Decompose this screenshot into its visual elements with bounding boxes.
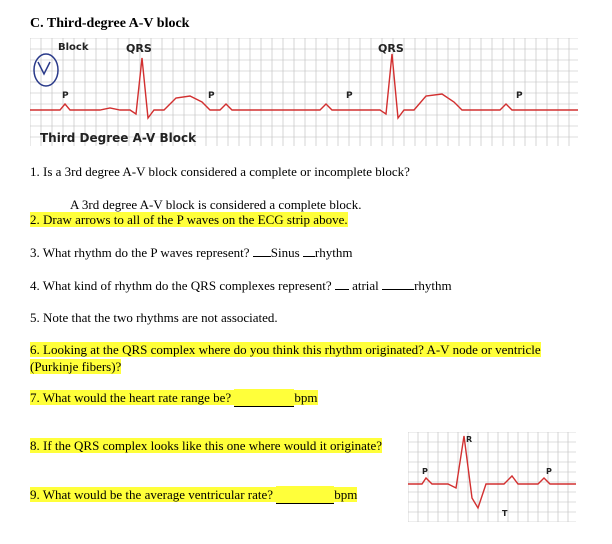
qrs-label: QRS bbox=[126, 42, 152, 55]
question-2: 2. Draw arrows to all of the P waves on the ECG strip above. bbox=[30, 212, 348, 227]
answer-3a: Sinus bbox=[270, 245, 303, 260]
question-4: 4. What kind of rhythm do the QRS complexes represent? atrial rhythm bbox=[30, 278, 452, 293]
p-wave-label: P bbox=[516, 91, 523, 101]
question-3: 3. What rhythm do the P waves represent? Sinus rhythm bbox=[30, 245, 353, 260]
p-wave-label: P bbox=[62, 91, 69, 101]
stethoscope-icon bbox=[34, 54, 58, 86]
ecg-trace bbox=[30, 54, 578, 118]
block-label: Block bbox=[58, 42, 89, 53]
qrs-label: QRS bbox=[378, 42, 404, 55]
strip-caption: Third Degree A-V Block bbox=[40, 131, 197, 145]
question-6: 6. Looking at the QRS complex where do you think this rhythm originated? A-V node or ventricle (Purkinje fibers)? bbox=[30, 342, 541, 374]
ecg-grid bbox=[30, 38, 578, 146]
answer-1: A 3rd degree A-V block is considered a complete block. bbox=[70, 197, 362, 212]
p-wave-label: P bbox=[346, 91, 353, 101]
answer-4a: atrial bbox=[348, 278, 383, 293]
question-7: 7. What would the heart rate range be? bpm bbox=[30, 390, 318, 405]
ecg-strip-ventricular bbox=[408, 432, 576, 522]
r-wave-label: R bbox=[466, 435, 473, 444]
answer-7-blank bbox=[234, 389, 294, 407]
answer-4b: rhythm bbox=[414, 278, 452, 293]
ecg-grid bbox=[408, 432, 576, 522]
answer-9-blank bbox=[276, 486, 334, 504]
ecg-strip-third-degree bbox=[30, 38, 578, 146]
p-wave-label: P bbox=[208, 91, 215, 101]
p-wave-label: P bbox=[422, 467, 428, 476]
t-wave-label: T bbox=[502, 509, 508, 518]
section-title: C. Third-degree A-V block bbox=[30, 16, 190, 31]
question-8: 8. If the QRS complex looks like this one where would it originate? bbox=[30, 438, 383, 453]
p-wave-label: P bbox=[546, 467, 552, 476]
question-9: 9. What would be the average ventricular rate? bpm bbox=[30, 487, 358, 502]
answer-3b: rhythm bbox=[314, 245, 353, 260]
question-1: 1. Is a 3rd degree A-V block considered a complete or incomplete block? bbox=[30, 164, 410, 179]
question-5: 5. Note that the two rhythms are not associated. bbox=[30, 310, 278, 325]
